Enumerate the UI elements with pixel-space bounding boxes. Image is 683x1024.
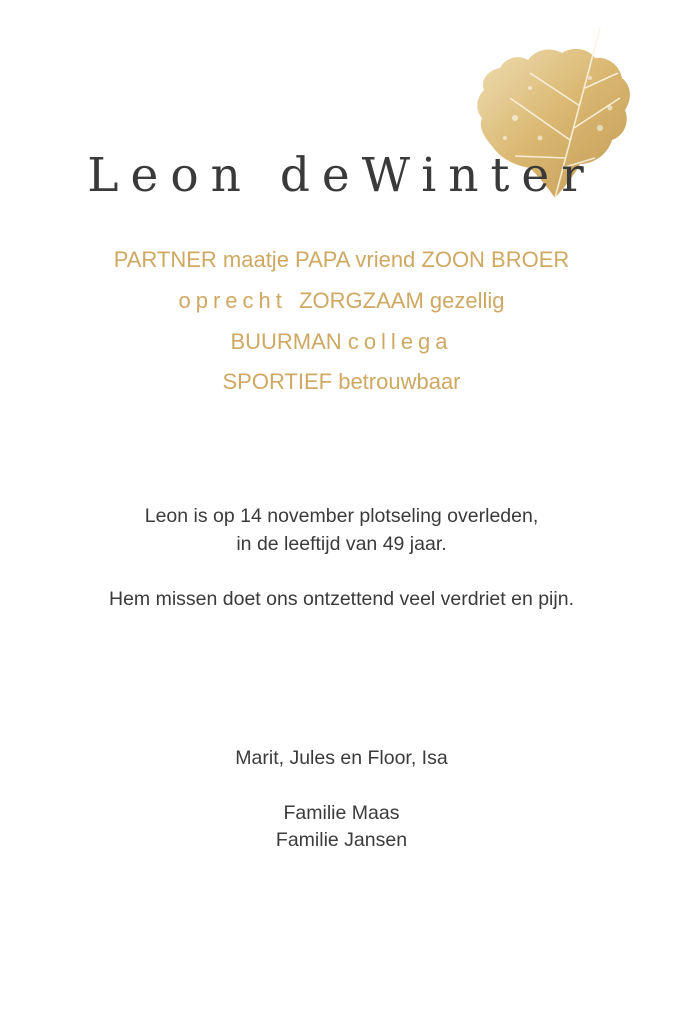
qualities-line-1: PARTNER maatje PAPA vriend ZOON BROER (113, 247, 570, 272)
qualities-spaced-word: oprecht (178, 288, 287, 313)
deceased-name: Leon deWinter (87, 148, 596, 203)
qualities-spaced-word: collega (347, 329, 453, 354)
family-line-1: Marit, Jules en Floor, Isa (235, 747, 448, 769)
message-line-1: Leon is op 14 november plotseling overleden, (144, 505, 539, 527)
message-line-2: in de leeftijd van 49 jaar. (236, 533, 447, 555)
qualities-caps-word: BUURMAN (230, 329, 342, 354)
qualities-words: ZORGZAAM gezellig (299, 288, 505, 313)
qualities-line-2 (0, 286, 683, 316)
qualities-line-4: SPORTIEF betrouwbaar (222, 369, 461, 394)
family-line-3: Familie Jansen (275, 829, 408, 851)
family-line-2: Familie Maas (283, 802, 400, 824)
qualities-line-3 (0, 327, 683, 357)
message-line-3: Hem missen doet ons ontzettend veel verdriet en pijn. (108, 588, 574, 610)
